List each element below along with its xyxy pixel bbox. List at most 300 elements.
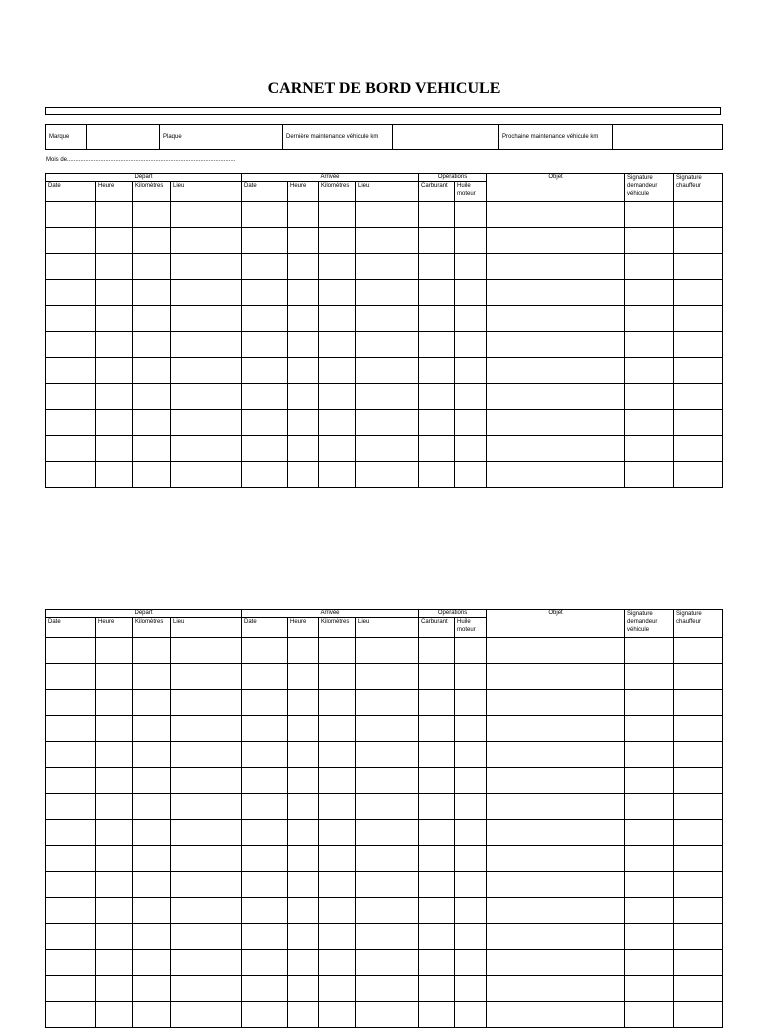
- table-cell[interactable]: [455, 410, 487, 436]
- table-cell[interactable]: [625, 358, 674, 384]
- table-cell[interactable]: [319, 872, 356, 898]
- table-cell[interactable]: [96, 384, 133, 410]
- table-cell[interactable]: [625, 436, 674, 462]
- table-cell[interactable]: [419, 742, 455, 768]
- table-cell[interactable]: [674, 462, 723, 488]
- table-cell[interactable]: [625, 638, 674, 664]
- table-cell[interactable]: [487, 976, 625, 1002]
- table-cell[interactable]: [133, 690, 171, 716]
- table-cell[interactable]: [288, 228, 319, 254]
- table-cell[interactable]: [674, 436, 723, 462]
- table-cell[interactable]: [487, 332, 625, 358]
- table-cell[interactable]: [625, 410, 674, 436]
- table-cell[interactable]: [46, 410, 96, 436]
- table-cell[interactable]: [674, 280, 723, 306]
- table-cell[interactable]: [242, 690, 288, 716]
- table-cell[interactable]: [356, 436, 419, 462]
- table-cell[interactable]: [46, 332, 96, 358]
- table-cell[interactable]: [356, 638, 419, 664]
- table-cell[interactable]: [356, 202, 419, 228]
- table-cell[interactable]: [487, 716, 625, 742]
- table-cell[interactable]: [171, 254, 242, 280]
- table-cell[interactable]: [171, 228, 242, 254]
- table-cell[interactable]: [625, 742, 674, 768]
- table-cell[interactable]: [674, 228, 723, 254]
- table-cell[interactable]: [46, 924, 96, 950]
- table-cell[interactable]: [288, 462, 319, 488]
- table-cell[interactable]: [419, 716, 455, 742]
- table-cell[interactable]: [356, 872, 419, 898]
- table-cell[interactable]: [46, 228, 96, 254]
- table-cell[interactable]: [46, 716, 96, 742]
- table-cell[interactable]: [96, 742, 133, 768]
- table-cell[interactable]: [46, 976, 96, 1002]
- table-cell[interactable]: [242, 638, 288, 664]
- table-cell[interactable]: [356, 384, 419, 410]
- table-cell[interactable]: [625, 690, 674, 716]
- table-cell[interactable]: [171, 976, 242, 1002]
- table-cell[interactable]: [96, 462, 133, 488]
- table-cell[interactable]: [419, 254, 455, 280]
- table-cell[interactable]: [171, 690, 242, 716]
- table-cell[interactable]: [171, 846, 242, 872]
- table-cell[interactable]: [419, 664, 455, 690]
- table-cell[interactable]: [46, 846, 96, 872]
- mois-line[interactable]: Mois de.....................................................................................................: [46, 157, 236, 163]
- table-cell[interactable]: [455, 332, 487, 358]
- table-cell[interactable]: [419, 436, 455, 462]
- table-cell[interactable]: [319, 820, 356, 846]
- table-cell[interactable]: [419, 280, 455, 306]
- table-cell[interactable]: [242, 410, 288, 436]
- table-cell[interactable]: [625, 768, 674, 794]
- table-cell[interactable]: [455, 716, 487, 742]
- table-cell[interactable]: [242, 794, 288, 820]
- table-cell[interactable]: [242, 872, 288, 898]
- table-cell[interactable]: [674, 716, 723, 742]
- table-cell[interactable]: [133, 638, 171, 664]
- table-cell[interactable]: [288, 872, 319, 898]
- table-cell[interactable]: [133, 820, 171, 846]
- table-cell[interactable]: [419, 872, 455, 898]
- table-cell[interactable]: [455, 280, 487, 306]
- table-cell[interactable]: [674, 384, 723, 410]
- table-cell[interactable]: [419, 924, 455, 950]
- table-cell[interactable]: [46, 950, 96, 976]
- table-cell[interactable]: [356, 664, 419, 690]
- table-cell[interactable]: [487, 638, 625, 664]
- table-cell[interactable]: [487, 846, 625, 872]
- table-cell[interactable]: [242, 664, 288, 690]
- table-cell[interactable]: [419, 820, 455, 846]
- derniere-maintenance-field[interactable]: [393, 125, 499, 150]
- table-cell[interactable]: [96, 436, 133, 462]
- table-cell[interactable]: [133, 462, 171, 488]
- table-cell[interactable]: [288, 820, 319, 846]
- table-cell[interactable]: [288, 794, 319, 820]
- table-cell[interactable]: [133, 306, 171, 332]
- table-cell[interactable]: [171, 742, 242, 768]
- table-cell[interactable]: [419, 332, 455, 358]
- table-cell[interactable]: [487, 228, 625, 254]
- table-cell[interactable]: [96, 950, 133, 976]
- table-cell[interactable]: [356, 716, 419, 742]
- table-cell[interactable]: [419, 846, 455, 872]
- table-cell[interactable]: [171, 410, 242, 436]
- table-cell[interactable]: [171, 872, 242, 898]
- table-cell[interactable]: [674, 690, 723, 716]
- table-cell[interactable]: [96, 664, 133, 690]
- table-cell[interactable]: [242, 280, 288, 306]
- table-cell[interactable]: [487, 436, 625, 462]
- table-cell[interactable]: [133, 742, 171, 768]
- table-cell[interactable]: [242, 846, 288, 872]
- table-cell[interactable]: [674, 254, 723, 280]
- table-cell[interactable]: [625, 898, 674, 924]
- table-cell[interactable]: [242, 332, 288, 358]
- table-cell[interactable]: [96, 202, 133, 228]
- table-cell[interactable]: [356, 358, 419, 384]
- table-cell[interactable]: [419, 202, 455, 228]
- table-cell[interactable]: [487, 664, 625, 690]
- table-cell[interactable]: [288, 898, 319, 924]
- table-cell[interactable]: [455, 228, 487, 254]
- table-cell[interactable]: [46, 820, 96, 846]
- table-cell[interactable]: [487, 690, 625, 716]
- table-cell[interactable]: [242, 358, 288, 384]
- table-cell[interactable]: [674, 664, 723, 690]
- table-cell[interactable]: [46, 742, 96, 768]
- table-cell[interactable]: [356, 794, 419, 820]
- table-cell[interactable]: [455, 846, 487, 872]
- table-cell[interactable]: [133, 228, 171, 254]
- table-cell[interactable]: [419, 690, 455, 716]
- table-cell[interactable]: [171, 436, 242, 462]
- table-cell[interactable]: [288, 768, 319, 794]
- table-cell[interactable]: [625, 820, 674, 846]
- table-cell[interactable]: [419, 306, 455, 332]
- table-cell[interactable]: [171, 280, 242, 306]
- table-cell[interactable]: [46, 436, 96, 462]
- table-cell[interactable]: [96, 306, 133, 332]
- table-cell[interactable]: [242, 384, 288, 410]
- table-cell[interactable]: [356, 768, 419, 794]
- table-cell[interactable]: [319, 690, 356, 716]
- table-cell[interactable]: [171, 358, 242, 384]
- table-cell[interactable]: [356, 976, 419, 1002]
- table-cell[interactable]: [625, 950, 674, 976]
- table-cell[interactable]: [171, 664, 242, 690]
- table-cell[interactable]: [455, 872, 487, 898]
- table-cell[interactable]: [487, 462, 625, 488]
- table-cell[interactable]: [46, 638, 96, 664]
- table-cell[interactable]: [96, 820, 133, 846]
- table-cell[interactable]: [674, 872, 723, 898]
- table-cell[interactable]: [46, 280, 96, 306]
- table-cell[interactable]: [487, 202, 625, 228]
- table-cell[interactable]: [288, 846, 319, 872]
- table-cell[interactable]: [133, 436, 171, 462]
- table-cell[interactable]: [319, 436, 356, 462]
- table-cell[interactable]: [487, 820, 625, 846]
- table-cell[interactable]: [46, 462, 96, 488]
- prochaine-maintenance-field[interactable]: [613, 125, 723, 150]
- table-cell[interactable]: [455, 742, 487, 768]
- table-cell[interactable]: [319, 664, 356, 690]
- table-cell[interactable]: [242, 228, 288, 254]
- table-cell[interactable]: [419, 976, 455, 1002]
- table-cell[interactable]: [46, 872, 96, 898]
- table-cell[interactable]: [487, 384, 625, 410]
- table-cell[interactable]: [46, 664, 96, 690]
- table-cell[interactable]: [96, 872, 133, 898]
- table-cell[interactable]: [674, 638, 723, 664]
- table-cell[interactable]: [133, 716, 171, 742]
- table-cell[interactable]: [288, 690, 319, 716]
- table-cell[interactable]: [171, 924, 242, 950]
- table-cell[interactable]: [133, 924, 171, 950]
- table-cell[interactable]: [171, 820, 242, 846]
- table-cell[interactable]: [133, 202, 171, 228]
- table-cell[interactable]: [242, 976, 288, 1002]
- table-cell[interactable]: [46, 202, 96, 228]
- table-cell[interactable]: [319, 950, 356, 976]
- table-cell[interactable]: [419, 638, 455, 664]
- table-cell[interactable]: [674, 950, 723, 976]
- table-cell[interactable]: [96, 332, 133, 358]
- table-cell[interactable]: [625, 280, 674, 306]
- table-cell[interactable]: [171, 768, 242, 794]
- table-cell[interactable]: [674, 202, 723, 228]
- table-cell[interactable]: [319, 742, 356, 768]
- table-cell[interactable]: [319, 254, 356, 280]
- table-cell[interactable]: [674, 820, 723, 846]
- table-cell[interactable]: [133, 872, 171, 898]
- table-cell[interactable]: [455, 924, 487, 950]
- table-cell[interactable]: [319, 768, 356, 794]
- table-cell[interactable]: [487, 358, 625, 384]
- table-cell[interactable]: [319, 976, 356, 1002]
- table-cell[interactable]: [171, 462, 242, 488]
- table-cell[interactable]: [625, 976, 674, 1002]
- table-cell[interactable]: [625, 384, 674, 410]
- table-cell[interactable]: [319, 924, 356, 950]
- table-cell[interactable]: [419, 768, 455, 794]
- table-cell[interactable]: [419, 950, 455, 976]
- table-cell[interactable]: [356, 846, 419, 872]
- table-cell[interactable]: [487, 410, 625, 436]
- table-cell[interactable]: [96, 228, 133, 254]
- table-cell[interactable]: [356, 306, 419, 332]
- table-cell[interactable]: [319, 716, 356, 742]
- table-cell[interactable]: [487, 768, 625, 794]
- table-cell[interactable]: [625, 872, 674, 898]
- table-cell[interactable]: [625, 664, 674, 690]
- table-cell[interactable]: [319, 384, 356, 410]
- table-cell[interactable]: [487, 950, 625, 976]
- table-cell[interactable]: [46, 254, 96, 280]
- table-cell[interactable]: [46, 306, 96, 332]
- table-cell[interactable]: [46, 690, 96, 716]
- table-cell[interactable]: [455, 898, 487, 924]
- table-cell[interactable]: [674, 924, 723, 950]
- table-cell[interactable]: [419, 384, 455, 410]
- table-cell[interactable]: [319, 410, 356, 436]
- table-cell[interactable]: [288, 976, 319, 1002]
- table-cell[interactable]: [46, 358, 96, 384]
- table-cell[interactable]: [133, 410, 171, 436]
- table-cell[interactable]: [319, 794, 356, 820]
- table-cell[interactable]: [319, 306, 356, 332]
- table-cell[interactable]: [356, 690, 419, 716]
- table-cell[interactable]: [487, 280, 625, 306]
- table-cell[interactable]: [419, 794, 455, 820]
- table-cell[interactable]: [242, 742, 288, 768]
- table-cell[interactable]: [96, 358, 133, 384]
- table-cell[interactable]: [356, 332, 419, 358]
- table-cell[interactable]: [487, 742, 625, 768]
- table-cell[interactable]: [242, 898, 288, 924]
- table-cell[interactable]: [674, 410, 723, 436]
- table-cell[interactable]: [674, 332, 723, 358]
- table-cell[interactable]: [674, 742, 723, 768]
- table-cell[interactable]: [674, 768, 723, 794]
- table-cell[interactable]: [625, 846, 674, 872]
- table-cell[interactable]: [487, 306, 625, 332]
- table-cell[interactable]: [455, 306, 487, 332]
- table-cell[interactable]: [133, 976, 171, 1002]
- table-cell[interactable]: [625, 202, 674, 228]
- table-cell[interactable]: [96, 768, 133, 794]
- table-cell[interactable]: [288, 436, 319, 462]
- table-cell[interactable]: [455, 690, 487, 716]
- table-cell[interactable]: [133, 280, 171, 306]
- table-cell[interactable]: [455, 638, 487, 664]
- table-cell[interactable]: [419, 898, 455, 924]
- table-cell[interactable]: [356, 820, 419, 846]
- table-cell[interactable]: [242, 462, 288, 488]
- table-cell[interactable]: [96, 716, 133, 742]
- table-cell[interactable]: [455, 202, 487, 228]
- table-cell[interactable]: [319, 202, 356, 228]
- table-cell[interactable]: [356, 228, 419, 254]
- table-cell[interactable]: [625, 332, 674, 358]
- table-cell[interactable]: [487, 794, 625, 820]
- table-cell[interactable]: [96, 690, 133, 716]
- table-cell[interactable]: [242, 820, 288, 846]
- table-cell[interactable]: [319, 638, 356, 664]
- table-cell[interactable]: [133, 794, 171, 820]
- table-cell[interactable]: [288, 950, 319, 976]
- table-cell[interactable]: [319, 332, 356, 358]
- table-cell[interactable]: [242, 950, 288, 976]
- table-cell[interactable]: [674, 358, 723, 384]
- table-cell[interactable]: [319, 358, 356, 384]
- table-cell[interactable]: [455, 950, 487, 976]
- table-cell[interactable]: [455, 254, 487, 280]
- table-cell[interactable]: [356, 280, 419, 306]
- table-cell[interactable]: [674, 846, 723, 872]
- table-cell[interactable]: [487, 924, 625, 950]
- table-cell[interactable]: [319, 228, 356, 254]
- table-cell[interactable]: [455, 768, 487, 794]
- table-cell[interactable]: [288, 202, 319, 228]
- table-cell[interactable]: [171, 202, 242, 228]
- table-cell[interactable]: [171, 794, 242, 820]
- table-cell[interactable]: [674, 898, 723, 924]
- table-cell[interactable]: [674, 794, 723, 820]
- table-cell[interactable]: [455, 976, 487, 1002]
- table-cell[interactable]: [455, 358, 487, 384]
- table-cell[interactable]: [133, 664, 171, 690]
- table-cell[interactable]: [171, 306, 242, 332]
- table-cell[interactable]: [46, 898, 96, 924]
- table-cell[interactable]: [46, 768, 96, 794]
- table-cell[interactable]: [356, 462, 419, 488]
- table-cell[interactable]: [133, 332, 171, 358]
- table-cell[interactable]: [288, 410, 319, 436]
- table-cell[interactable]: [674, 976, 723, 1002]
- table-cell[interactable]: [288, 664, 319, 690]
- table-cell[interactable]: [455, 436, 487, 462]
- table-cell[interactable]: [419, 462, 455, 488]
- table-cell[interactable]: [356, 742, 419, 768]
- table-cell[interactable]: [171, 898, 242, 924]
- table-cell[interactable]: [625, 794, 674, 820]
- table-cell[interactable]: [96, 794, 133, 820]
- table-cell[interactable]: [625, 924, 674, 950]
- table-cell[interactable]: [455, 462, 487, 488]
- table-cell[interactable]: [96, 254, 133, 280]
- table-cell[interactable]: [96, 410, 133, 436]
- table-cell[interactable]: [356, 950, 419, 976]
- table-cell[interactable]: [171, 638, 242, 664]
- table-cell[interactable]: [625, 254, 674, 280]
- table-cell[interactable]: [319, 898, 356, 924]
- table-cell[interactable]: [96, 924, 133, 950]
- table-cell[interactable]: [133, 898, 171, 924]
- table-cell[interactable]: [96, 976, 133, 1002]
- table-cell[interactable]: [133, 254, 171, 280]
- marque-field[interactable]: [87, 125, 160, 150]
- table-cell[interactable]: [242, 716, 288, 742]
- table-cell[interactable]: [171, 332, 242, 358]
- table-cell[interactable]: [288, 254, 319, 280]
- table-cell[interactable]: [288, 924, 319, 950]
- table-cell[interactable]: [133, 846, 171, 872]
- table-cell[interactable]: [319, 846, 356, 872]
- table-cell[interactable]: [455, 384, 487, 410]
- table-cell[interactable]: [625, 716, 674, 742]
- table-cell[interactable]: [96, 638, 133, 664]
- table-cell[interactable]: [133, 768, 171, 794]
- table-cell[interactable]: [487, 898, 625, 924]
- table-cell[interactable]: [288, 716, 319, 742]
- table-cell[interactable]: [242, 306, 288, 332]
- table-cell[interactable]: [288, 638, 319, 664]
- table-cell[interactable]: [487, 254, 625, 280]
- table-cell[interactable]: [625, 462, 674, 488]
- table-cell[interactable]: [242, 924, 288, 950]
- table-cell[interactable]: [96, 280, 133, 306]
- table-cell[interactable]: [319, 280, 356, 306]
- table-cell[interactable]: [133, 384, 171, 410]
- table-cell[interactable]: [625, 228, 674, 254]
- table-cell[interactable]: [356, 924, 419, 950]
- table-cell[interactable]: [171, 384, 242, 410]
- table-cell[interactable]: [46, 384, 96, 410]
- table-cell[interactable]: [356, 254, 419, 280]
